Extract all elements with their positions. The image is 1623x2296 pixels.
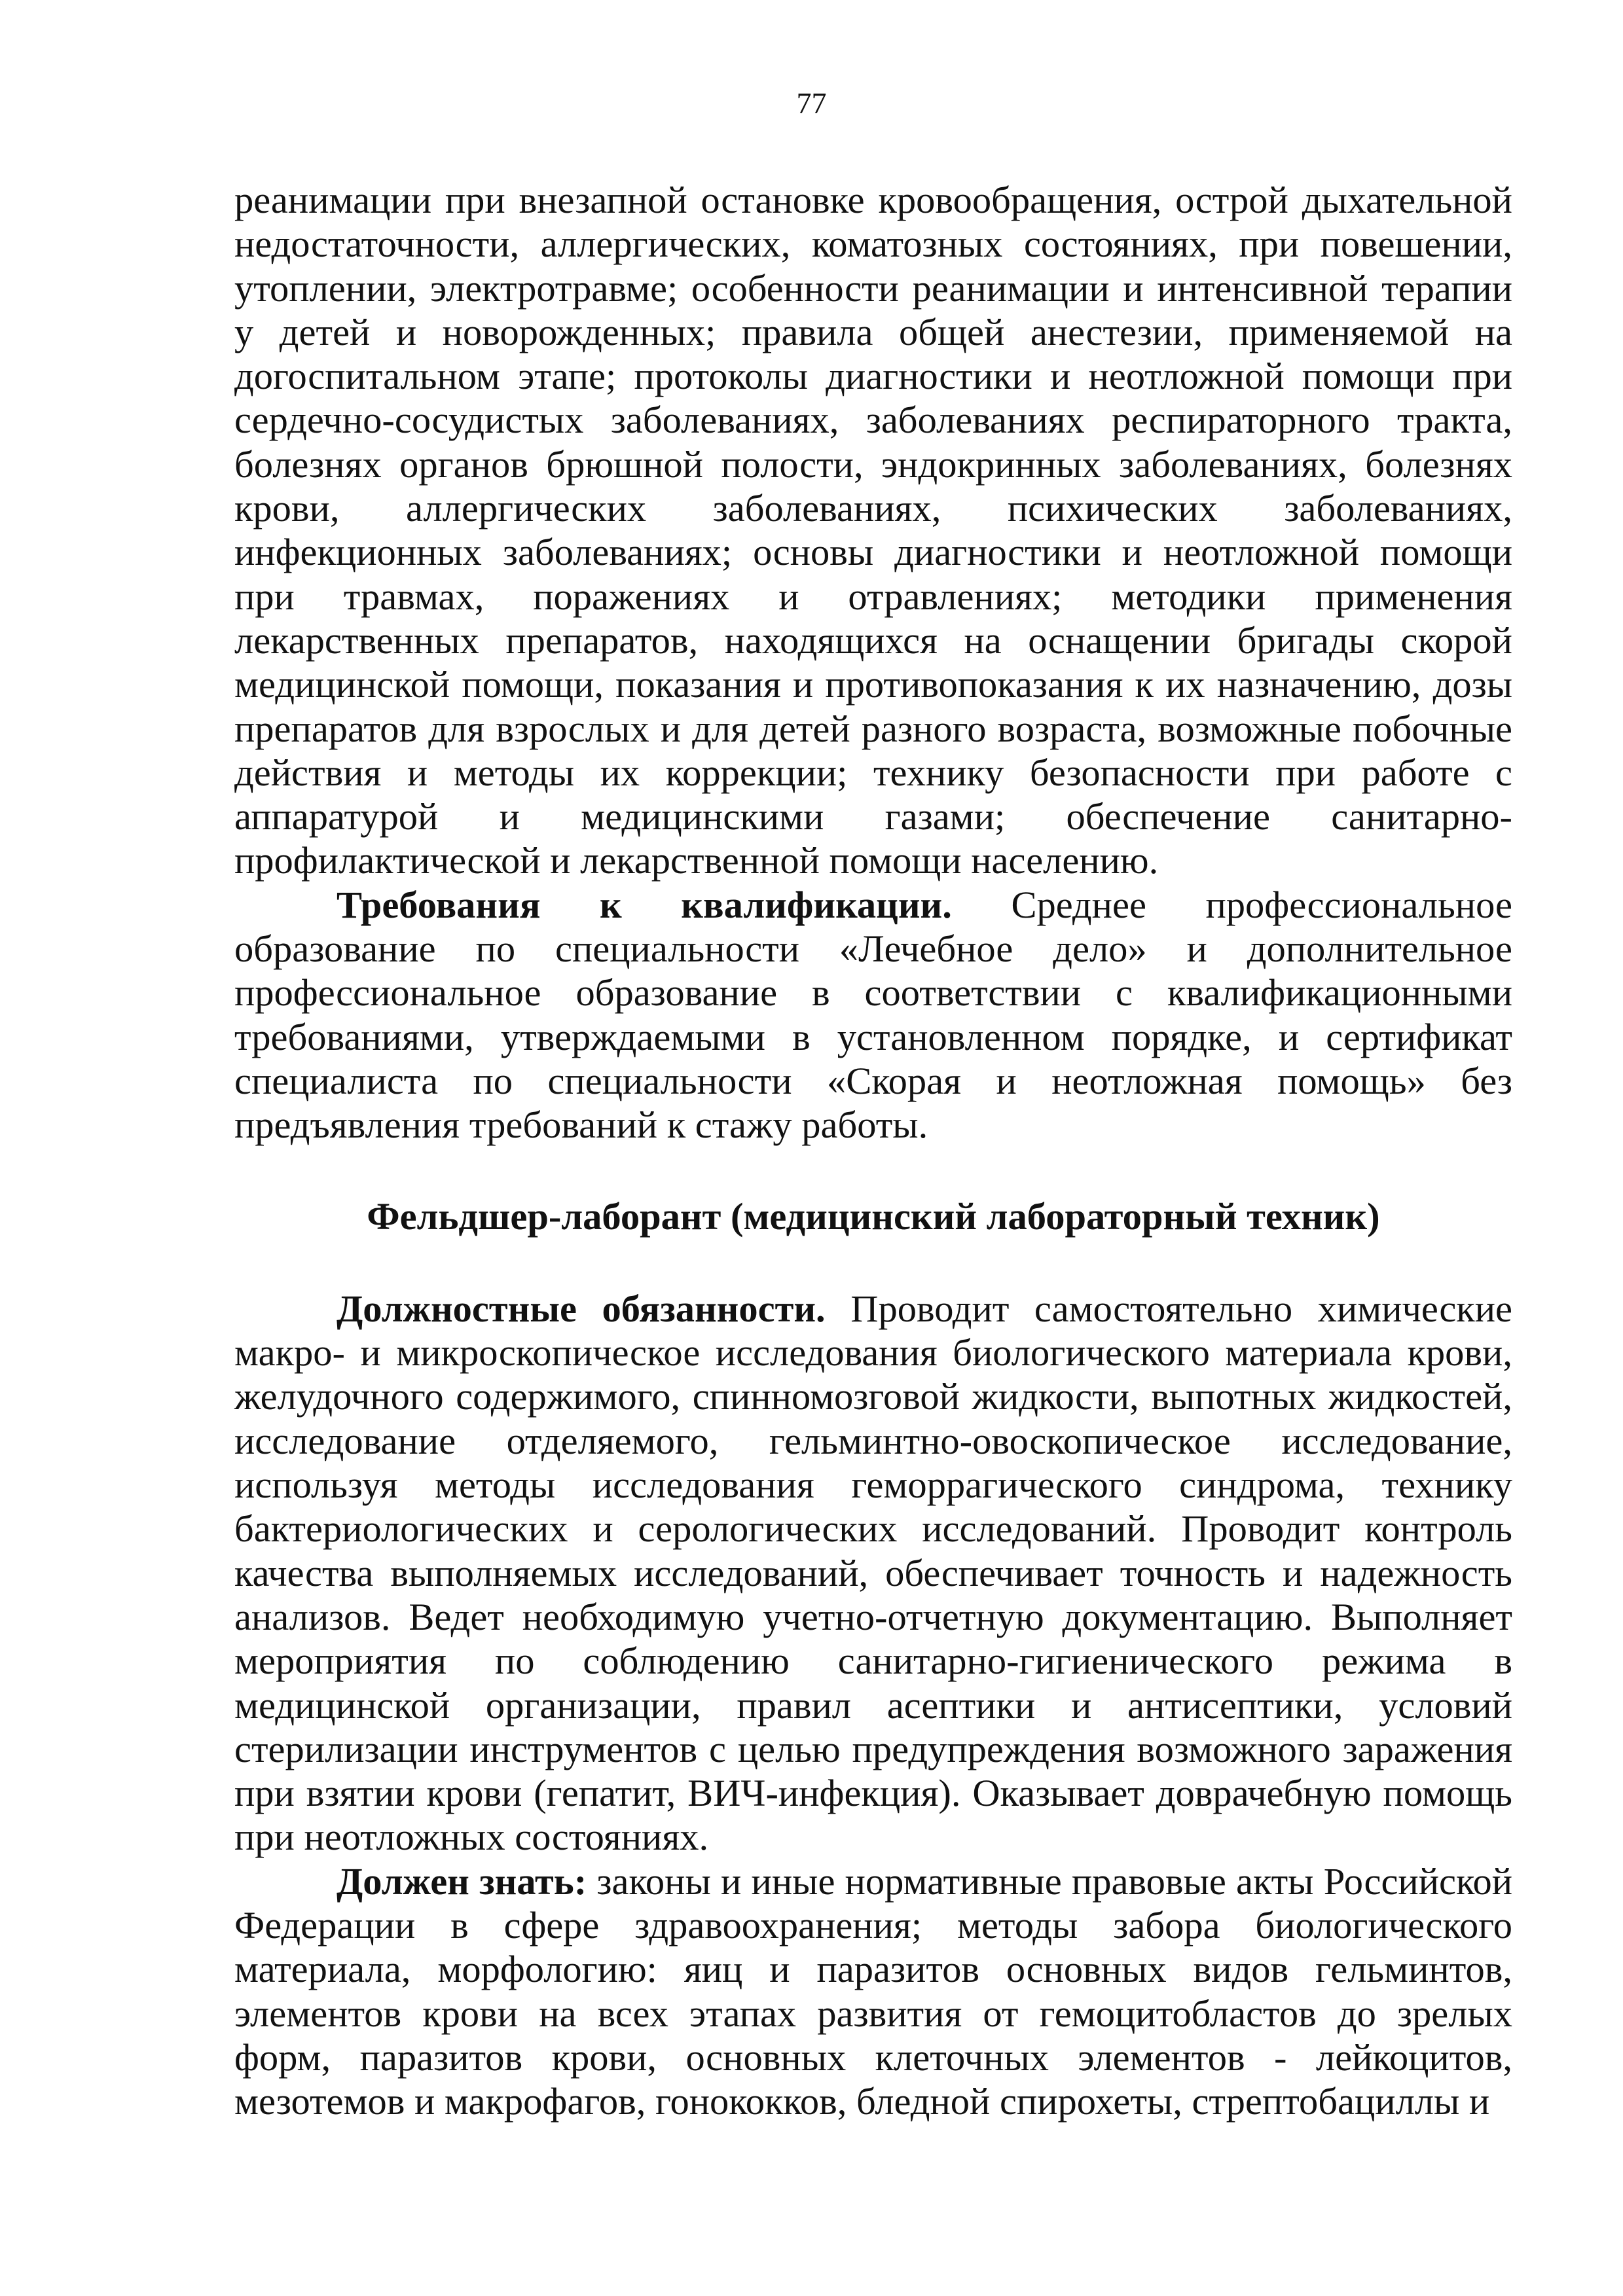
document-body bbox=[234, 178, 1512, 2123]
must-know-text: законы и иные нормативные правовые акты Российской Федерации в сфере здравоохранения; методы забора биологического материала, морфологию: яиц и паразитов основных видов гельминтов, элементов крови на всех этапах развития от гемоцитобластов до зрелых форм, паразитов крови, основных клеточных элементов - лейкоцитов, мезотемов и макрофагов, гонококков, бледной спирохеты, стрептобациллы и bbox=[234, 1859, 1513, 2123]
paragraph-qualification-requirements bbox=[234, 883, 1512, 1147]
duties-heading: Должностные обязанности. bbox=[337, 1287, 826, 1330]
section-title: Фельдшер-лаборант (медицинский лабораторный техник) bbox=[367, 1194, 1380, 1238]
paragraph-reanimation-knowledge: реанимации при внезапной остановке кровообращения, острой дыхательной недостаточности, аллергических, коматозных состояниях, при повешении, утоплении, электротравме; особенности реанимации и интенсивной терапии у детей и новорожденных; правила общей анестезии, применяемой на догоспитальном этапе; протоколы диагностики и неотложной помощи при сердечно-сосудистых заболеваниях, заболеваниях респираторного тракта, болезнях органов брюшной полости, эндокринных заболеваниях, болезнях крови, аллергических заболеваниях, психических заболеваниях, инфекционных заболеваниях; основы диагностики и неотложной помощи при травмах, поражениях и отравлениях; методики применения лекарственных препаратов, находящихся на оснащении бригады скорой медицинской помощи, показания и противопоказания к их назначению, дозы препаратов для взрослых и для детей разного возраста, возможные побочные действия и методы их коррекции; технику безопасности при работе с аппаратурой и медицинскими газами; обеспечение санитарно-профилактической и лекарственной помощи населению. bbox=[234, 179, 1512, 882]
duties-text: Проводит самостоятельно химические макро- и микроскопическое исследования биологического материала крови, желудочного содержимого, спинномозговой жидкости, выпотных жидкостей, исследование отделяемого, гельминтно-овоскопическое исследование, используя методы исследования геморрагического синдрома, технику бактериологических и серологических исследований. Проводит контроль качества выполняемых исследований, обеспечивает точность и надежность анализов. Ведет необходимую учетно-отчетную документацию. Выполняет мероприятия по соблюдению санитарно-гигиенического режима в медицинской организации, правил асептики и антисептики, условий стерилизации инструментов с целью предупреждения возможного заражения при взятии крови (гепатит, ВИЧ-инфекция). Оказывает доврачебную помощь при неотложных состояниях. bbox=[234, 1287, 1512, 1859]
must-know-heading: Должен знать: bbox=[337, 1859, 587, 1903]
page-number: 77 bbox=[796, 86, 827, 120]
paragraph-job-duties bbox=[234, 1287, 1512, 1859]
qualification-heading: Требования к квалификации. bbox=[337, 883, 952, 926]
paragraph-must-know bbox=[234, 1859, 1512, 2124]
qualification-text: Среднее профессиональное образование по специальности «Лечебное дело» и дополнительное профессиональное образование в соответствии с квалификационными требованиями, утверждаемыми в установленном порядке, и сертификат специалиста по специальности «Скорая и неотложная помощь» без предъявления требований к стажу работы. bbox=[234, 883, 1512, 1147]
